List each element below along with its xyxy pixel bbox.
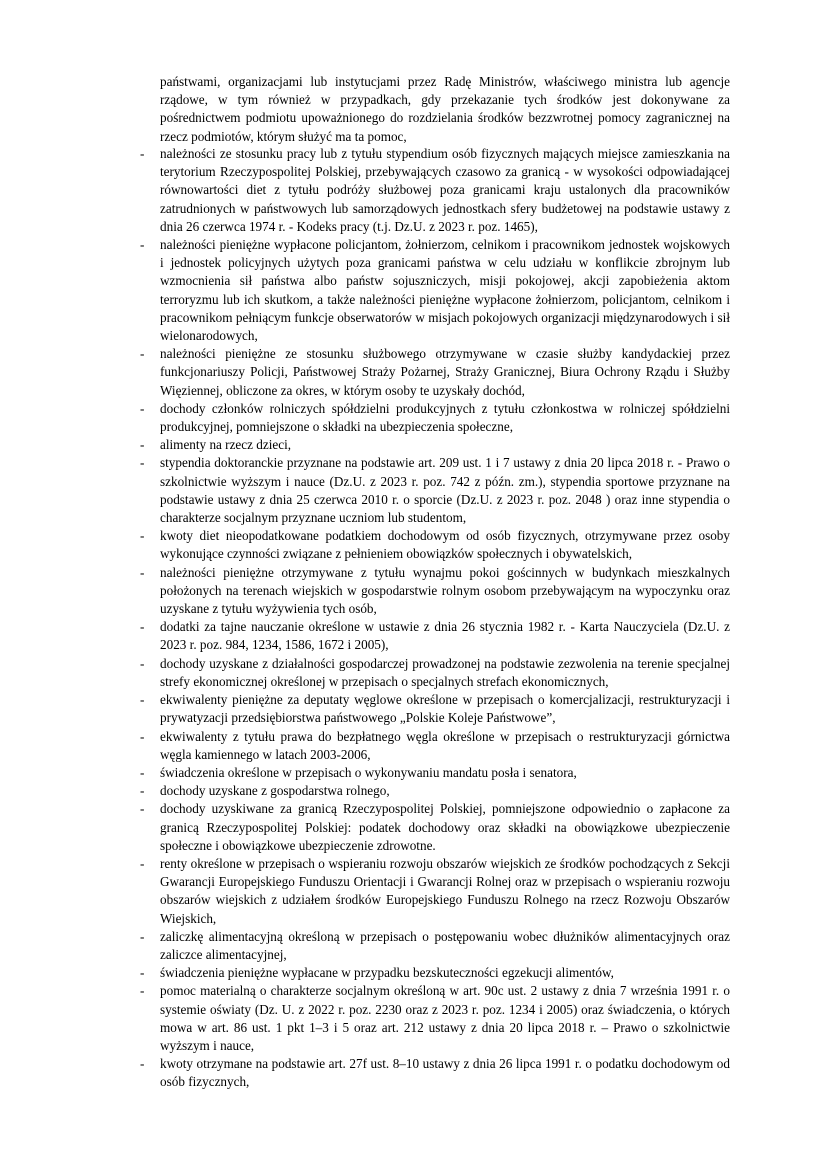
list-bullet: - [140, 237, 145, 253]
list-item-text: alimenty na rzecz dzieci, [160, 437, 292, 453]
list-item [140, 618, 730, 654]
list-item-text: należności pieniężne otrzymywane z tytułu wynajmu pokoi gościnnych w budynkach mieszkalnych położonych na terenach wiejskich w gospodarstwie rolnym osobom przebywającym na wypoczynku oraz uzyskane z tytułu wyżywienia tych osób, [160, 564, 730, 617]
list-bullet: - [140, 801, 145, 817]
list-item-text: świadczenia określone w przepisach o wykonywaniu mandatu posła i senatora, [160, 764, 577, 780]
list-bullet: - [140, 400, 145, 416]
list-bullet: - [140, 528, 145, 544]
list-item [140, 964, 730, 982]
list-item [140, 1055, 730, 1091]
list-item-text: zaliczkę alimentacyjną określoną w przepisach o postępowaniu wobec dłużników alimentacyjnych oraz zaliczce alimentacyjnej, [160, 928, 730, 962]
list-item-text: dochody członków rolniczych spółdzielni produkcyjnych z tytułu członkostwa w rolniczej spółdzielni produkcyjnej, pomniejszone o składki na ubezpieczenia społeczne, [160, 400, 730, 435]
list-item-text: należności ze stosunku pracy lub z tytułu stypendium osób fizycznych mających miejsce zamieszkania na terytorium Rzeczypospolitej Polskiej, przebywających czasowo za granicą - w wysokości odpowiadającej równowartości diet z tytułu podróży służbowej poza granicami kraju ustalonych dla pracowników zatrudnionych w państwowych lub samorządowych jednostkach sfery budżetowej na podstawie ustawy z dnia 26 czerwca 1974 r. - Kodeks pracy (t.j. Dz.U. z 2023 r. poz. 1465), [160, 146, 730, 234]
list-bullet: - [140, 928, 145, 944]
list-bullet: - [140, 855, 145, 871]
list-item-text: dochody uzyskane z gospodarstwa rolnego, [160, 783, 390, 799]
list-item-text: ekwiwalenty pieniężne za deputaty węglowe określone w przepisach o komercjalizacji, restrukturyzacji i prywatyzacji przedsiębiorstwa państwowego „Polskie Koleje Państwowe”, [160, 692, 730, 726]
list-bullet: - [140, 146, 145, 161]
list-item [140, 800, 730, 855]
list-item [140, 564, 730, 619]
list-item-text: świadczenia pieniężne wypłacane w przypadku bezskuteczności egzekucji alimentów, [160, 965, 614, 981]
list-item-text: dochody uzyskiwane za granicą Rzeczypospolitej Polskiej, pomniejszone odpowiednio o zapłacone za granicą Rzeczypospolitej Polskiej: podatek dochodowy oraz składki na obowiązkowe ubezpieczenie społeczne i obowiązkowe ubezpieczenie zdrowotne. [160, 801, 730, 853]
list-item [140, 764, 730, 782]
list-item [140, 345, 730, 400]
list-item-text: pomoc materialną o charakterze socjalnym określoną w art. 90c ust. 2 ustawy z dnia 7 września 1991 r. o systemie oświaty (Dz. U. z 2022 r. poz. 2230 oraz z 2023 r. poz. 1234 i 2005) oraz świadczenia, o których mowa w art. 86 ust. 1 pkt 1–3 i 5 oraz art. 212 ustawy z dnia 20 lipca 2018 r. – Prawo o szkolnictwie wyższym i nauce, [160, 983, 730, 1053]
list-bullet: - [140, 983, 145, 999]
list-bullet: - [140, 764, 145, 780]
list-item [140, 236, 730, 345]
income-list [140, 145, 730, 1092]
list-item-text: kwoty otrzymane na podstawie art. 27f ust. 8–10 ustawy z dnia 26 lipca 1991 r. o podatku dochodowym od osób fizycznych, [160, 1056, 730, 1090]
list-item [140, 982, 730, 1055]
list-bullet: - [140, 1056, 145, 1072]
list-item [140, 454, 730, 527]
list-item-text: dochody uzyskane z działalności gospodarczej prowadzonej na podstawie zezwolenia na terenie specjalnej strefy ekonomicznej określonej w przepisach o specjalnych strefach ekonomicznych, [160, 655, 730, 689]
list-bullet: - [140, 564, 145, 580]
list-item [140, 782, 730, 800]
list-item [140, 728, 730, 764]
list-item-text: należności pieniężne wypłacone policjantom, żołnierzom, celnikom i pracownikom jednostek wojskowych i jednostek policyjnych użytych poza granicami państwa w celu udziału w konflikcie zbrojnym lub wzmocnienia sił państwa albo państw sojuszniczych, misji pokojowej, akcji zapobieżenia aktom terroryzmu lub ich skutkom, a także należności pieniężne wypłacone żołnierzom, policjantom, celnikom i pracownikom pełniącym funkcje obserwatorów w misjach pokojowych organizacji międzynarodowych i sił wielonarodowych, [160, 237, 730, 344]
list-item-text: stypendia doktoranckie przyznane na podstawie art. 209 ust. 1 i 7 ustawy z dnia 20 lipca 2018 r. - Prawo o szkolnictwie wyższym i nauce (Dz.U. z 2023 r. poz. 742 z późn. zm.), stypendia sportowe przyznane na podstawie ustawy z dnia 25 czerwca 2010 r. o sporcie (Dz.U. z 2023 r. poz. 2048 ) oraz inne stypendia o charakterze socjalnym przyznane uczniom lub studentom, [160, 455, 730, 526]
list-item-text: renty określone w przepisach o wspieraniu rozwoju obszarów wiejskich ze środków pochodzących z Sekcji Gwarancji Europejskiego Funduszu Orientacji i Gwarancji Rolnej oraz w przepisach o wspieraniu rozwoju obszarów wiejskich z udziałem środków Europejskiego Funduszu Rolnego na rzecz Rozwoju Obszarów Wiejskich, [160, 855, 730, 926]
list-item [140, 400, 730, 436]
list-bullet: - [140, 619, 145, 635]
list-item-text: kwoty diet nieopodatkowane podatkiem dochodowym od osób fizycznych, otrzymywane przez osoby wykonujące czynności związane z pełnieniem obowiązków społecznych i obywatelskich, [160, 528, 730, 562]
list-item-text: dodatki za tajne nauczanie określone w ustawie z dnia 26 stycznia 1982 r. - Karta Nauczyciela (Dz.U. z 2023 r. poz. 984, 1234, 1586, 1672 i 2005), [160, 619, 730, 653]
list-item-text: ekwiwalenty z tytułu prawa do bezpłatnego węgla określone w przepisach o restrukturyzacji górnictwa węgla kamiennego w latach 2003-2006, [160, 728, 730, 762]
list-bullet: - [140, 692, 145, 708]
list-item [140, 855, 730, 928]
list-item [140, 527, 730, 563]
list-bullet: - [140, 437, 145, 453]
list-item [140, 145, 730, 236]
list-item [140, 655, 730, 691]
list-bullet: - [140, 346, 145, 362]
list-bullet: - [140, 783, 145, 799]
list-item [140, 691, 730, 727]
list-item [140, 928, 730, 964]
list-bullet: - [140, 655, 145, 671]
list-item-text: należności pieniężne ze stosunku służbowego otrzymywane w czasie służby kandydackiej przez funkcjonariuszy Policji, Państwowej Straży Pożarnej, Straży Granicznej, Biura Ochrony Rządu i Służby Więziennej, obliczone za okres, w którym osoby te uzyskały dochód, [160, 346, 730, 398]
list-item [140, 436, 730, 454]
list-bullet: - [140, 455, 145, 471]
list-bullet: - [140, 965, 145, 981]
list-bullet: - [140, 728, 145, 744]
continued-paragraph: państwami, organizacjami lub instytucjami przez Radę Ministrów, właściwego ministra lub agencje rządowe, w tym również w przypadkach, gdy przekazanie tych środków jest dokonywane za pośrednictwem podmiotu upoważnionego do rozdzielania środków bezzwrotnej pomocy zagranicznej na rzecz podmiotów, którym służyć ma ta pomoc, [160, 74, 730, 144]
